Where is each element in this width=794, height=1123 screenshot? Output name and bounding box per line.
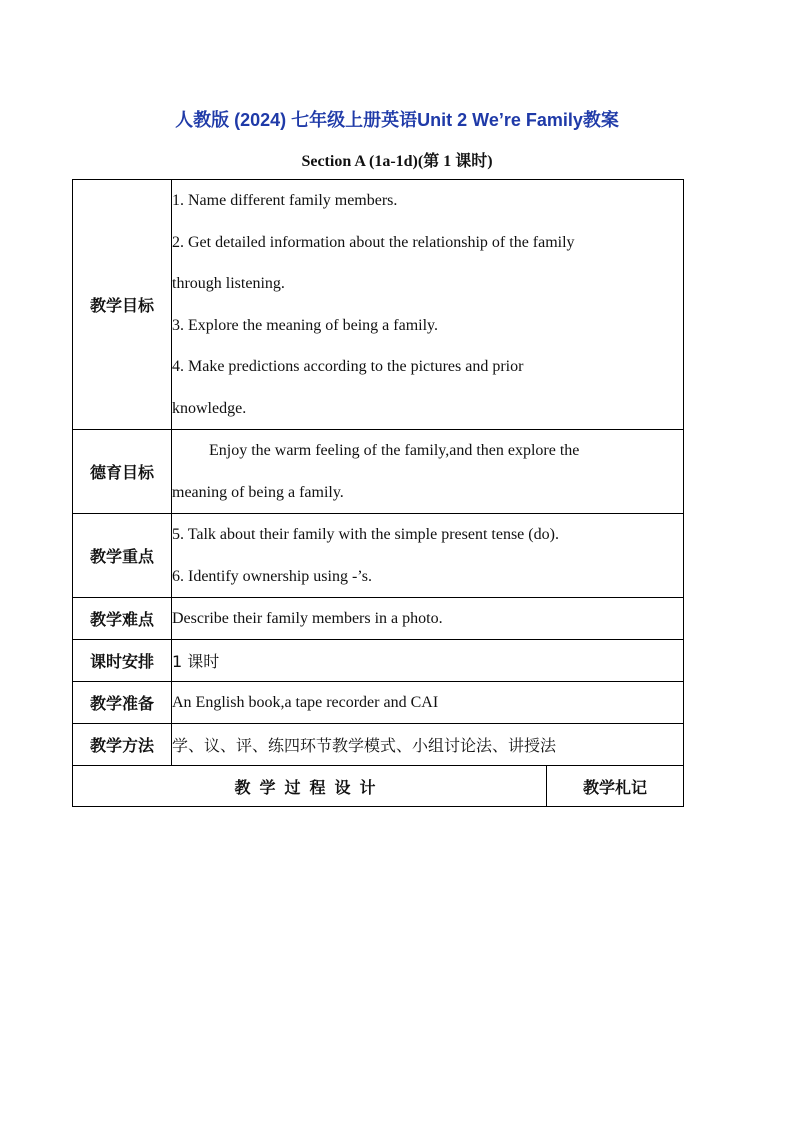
key-point-line: 5. Talk about their family with the simple present tense (do). — [172, 526, 559, 543]
process-header-row — [73, 766, 684, 807]
objectives-content — [172, 180, 684, 430]
objective-line: 3. Explore the meaning of being a family. — [172, 316, 438, 334]
key-points-content — [172, 514, 684, 598]
objective-line: 1. Name different family members. — [172, 192, 398, 209]
moral-label: 德育目标 — [73, 430, 172, 514]
objective-line: through listening. — [172, 275, 285, 292]
notes-header: 教学札记 — [547, 766, 684, 807]
moral-line: Enjoy the warm feeling of the family,and then explore the — [209, 442, 580, 459]
objective-line: 2. Get detailed information about the relationship of the family — [172, 233, 575, 251]
difficulty-label: 教学难点 — [73, 598, 172, 640]
document-subtitle: Section A (1a-1d)(第 1 课时) — [301, 153, 493, 170]
moral-content — [172, 430, 684, 514]
key-point-line: 6. Identify ownership using -’s. — [172, 567, 372, 585]
objective-line: knowledge. — [172, 399, 247, 417]
objectives-label: 教学目标 — [73, 180, 172, 430]
key-points-row — [73, 514, 684, 598]
method-row — [73, 724, 684, 766]
lesson-plan-table — [72, 179, 684, 807]
method-label: 教学方法 — [73, 724, 172, 766]
prep-row — [73, 682, 684, 724]
method-text: 学、议、评、练四环节教学模式、小组讨论法、讲授法 — [172, 724, 684, 766]
difficulty-text: Describe their family members in a photo. — [172, 598, 684, 640]
document-title: 人教版 (2024) 七年级上册英语Unit 2 We’re Family教案 — [175, 110, 619, 130]
prep-text: An English book,a tape recorder and CAI — [172, 682, 684, 724]
moral-line: meaning of being a family. — [172, 483, 344, 501]
schedule-text: 1 课时 — [172, 640, 684, 682]
process-design-header: 教学过程设计 — [73, 766, 547, 807]
schedule-label: 课时安排 — [73, 640, 172, 682]
moral-row — [73, 430, 684, 514]
objective-line: 4. Make predictions according to the pictures and prior — [172, 358, 524, 375]
key-points-label: 教学重点 — [73, 514, 172, 598]
schedule-row — [73, 640, 684, 682]
difficulty-row — [73, 598, 684, 640]
objectives-row — [73, 180, 684, 430]
prep-label: 教学准备 — [73, 682, 172, 724]
